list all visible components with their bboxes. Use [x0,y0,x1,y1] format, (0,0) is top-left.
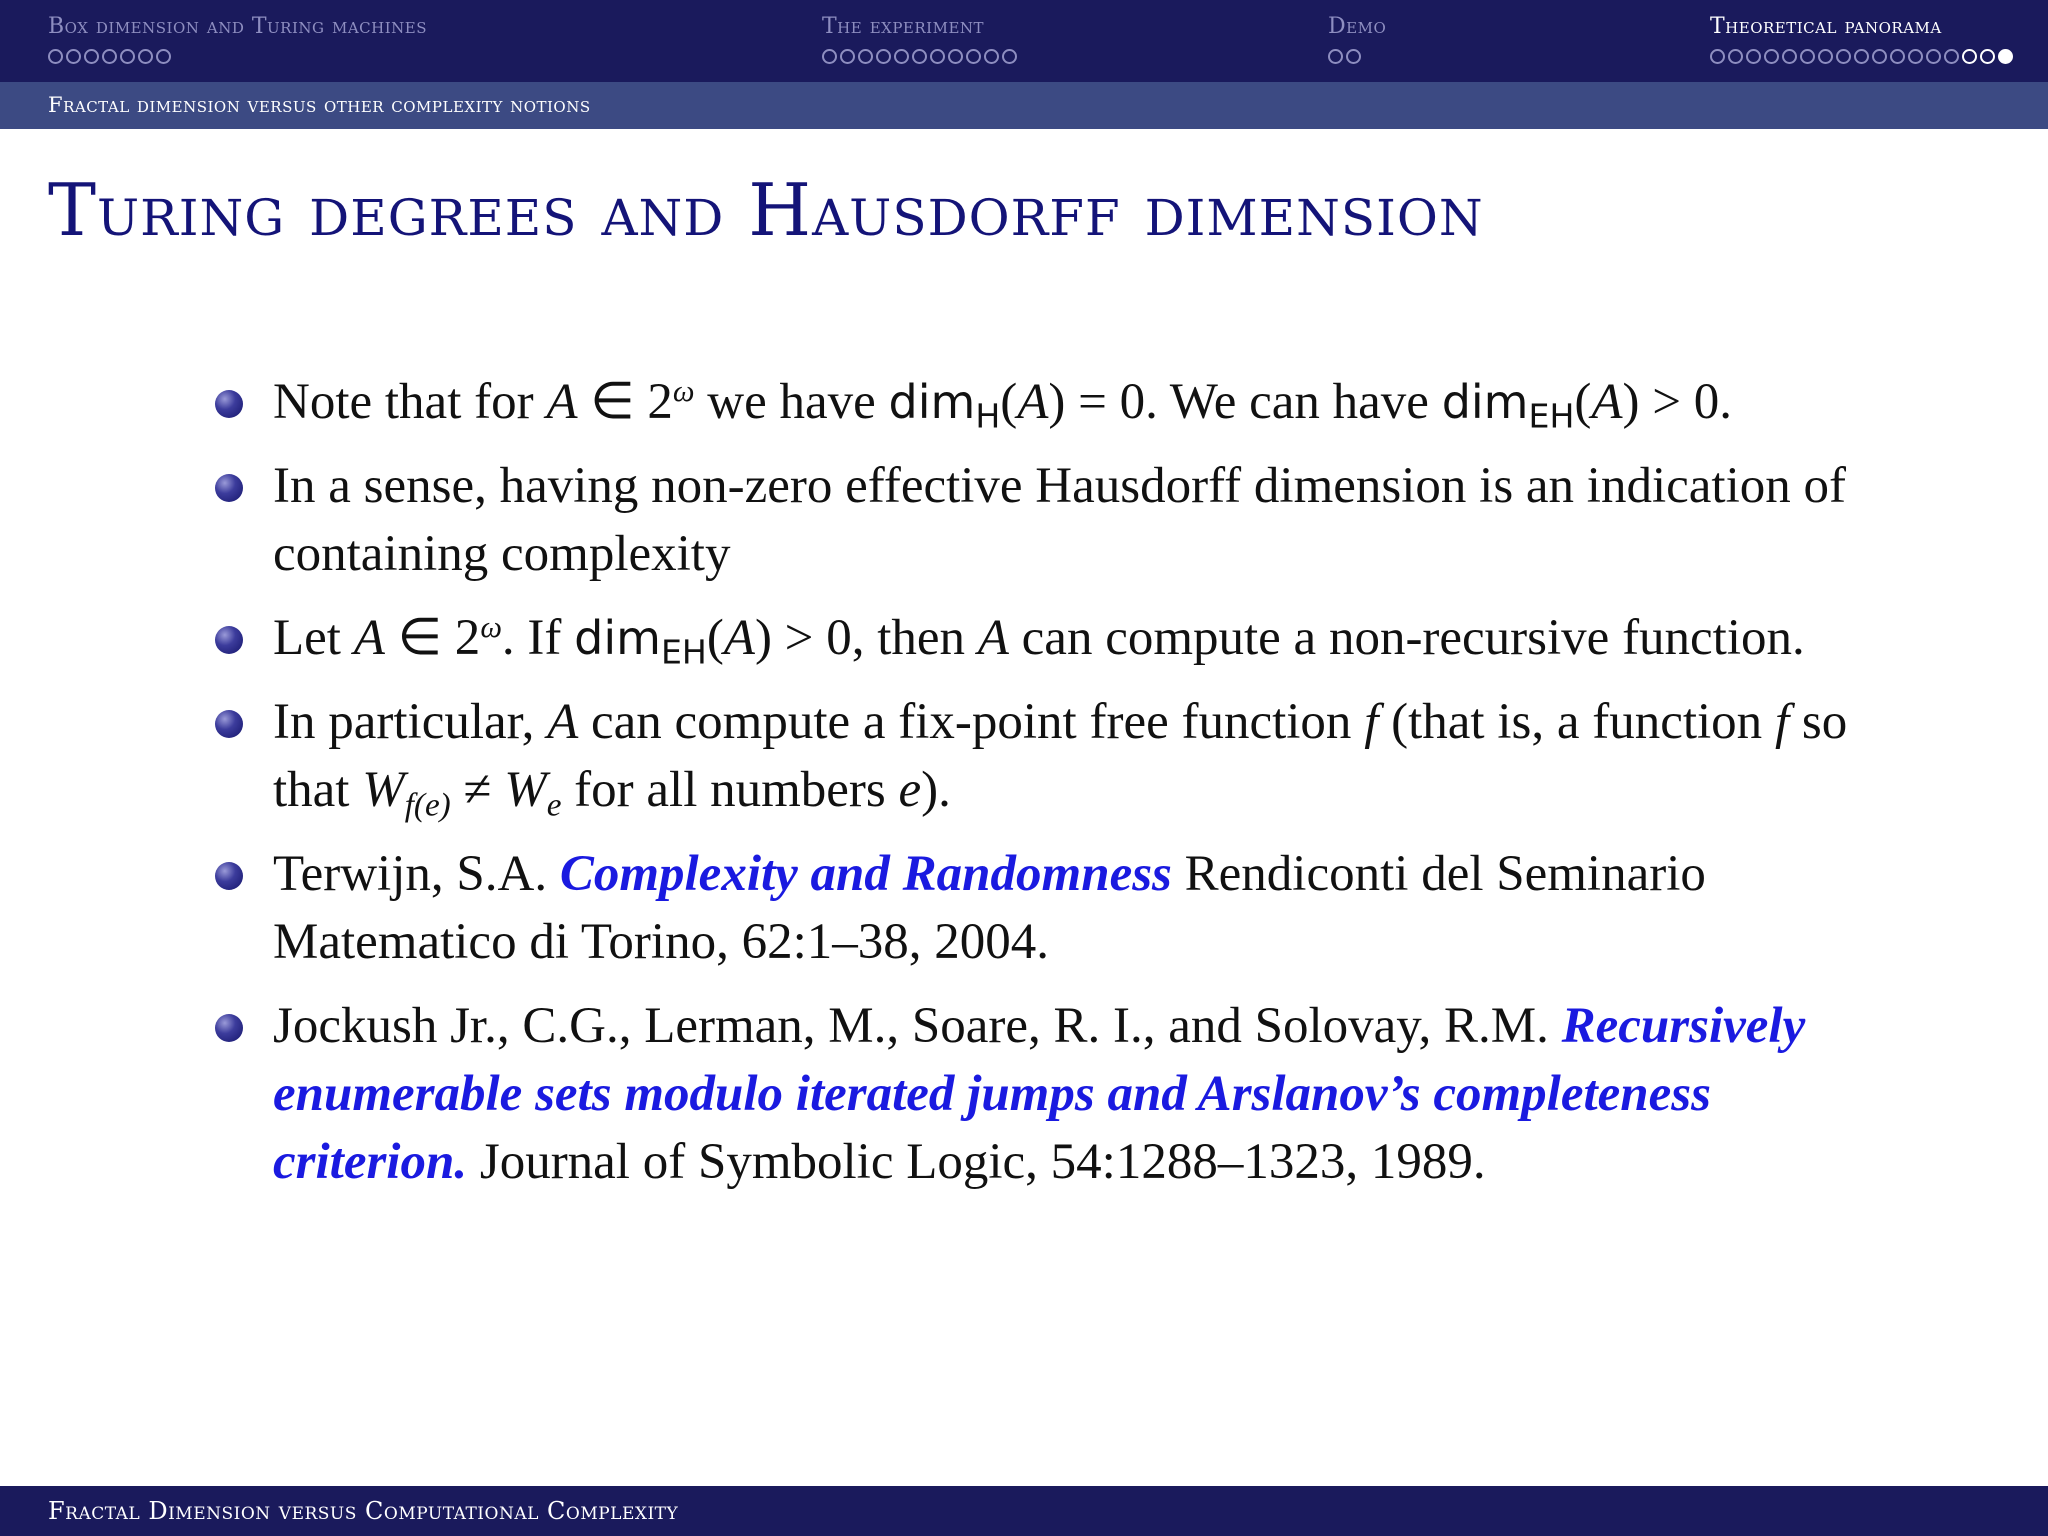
nav-dot[interactable] [1818,49,1833,64]
nav-dot[interactable] [1872,49,1887,64]
nav-dot[interactable] [1926,49,1941,64]
nav-dot[interactable] [1908,49,1923,64]
nav-dot[interactable] [1328,49,1343,64]
nav-dot[interactable] [894,49,909,64]
nav-dot[interactable] [120,49,135,64]
nav-dot[interactable] [1728,49,1743,64]
footer-title: Fractal Dimension versus Computational Complexity [48,1497,679,1525]
nav-dot[interactable] [930,49,945,64]
bullet-ball-icon [215,1014,243,1042]
nav-dot[interactable] [984,49,999,64]
nav-dot[interactable] [912,49,927,64]
bullet-item-reference-jockush: Jockush Jr., C.G., Lerman, M., Soare, R. I., and Solovay, R.M. Recursively enumerable sets modulo iterated jumps and Arslanov’s completeness criterion. Journal of Symbolic Logic, 54:1288–1323, 1989. [215,992,1875,1196]
nav-dot[interactable] [156,49,171,64]
footer-bar [0,1486,2048,1536]
nav-dot[interactable] [1854,49,1869,64]
nav-section-title[interactable]: Box dimension and Turing machines [48,14,428,39]
nav-section-experiment[interactable] [822,14,1020,69]
nav-section-demo[interactable] [1328,14,1386,69]
nav-dot[interactable] [48,49,63,64]
nav-dot[interactable] [858,49,873,64]
nav-dot[interactable] [102,49,117,64]
nav-section-title[interactable]: Theoretical panorama [1710,14,1942,39]
nav-dot[interactable] [876,49,891,64]
nav-dot[interactable] [1800,49,1815,64]
nav-section-dots [1710,49,2016,69]
nav-dot[interactable] [948,49,963,64]
bullet-ball-icon [215,390,243,418]
nav-dot[interactable] [1980,49,1995,64]
nav-dot[interactable] [1764,49,1779,64]
nav-dot[interactable] [822,49,837,64]
nav-section-title[interactable]: The experiment [822,14,985,39]
nav-dot[interactable] [1890,49,1905,64]
nav-dot-current[interactable] [1998,49,2013,64]
bullet-item: In particular, A can compute a fix-point free function f (that is, a function f so that $W_{f(e)} \ne W_e$ for all numbers e). [215,688,1875,824]
bullet-item-reference-terwijn: Terwijn, S.A. Complexity and Randomness Rendiconti del Seminario Matematico di Torino, 62:1–38, 2004. [215,840,1875,976]
nav-dot[interactable] [840,49,855,64]
bullet-list [215,368,1875,1212]
nav-dot[interactable] [1746,49,1761,64]
nav-section-box-dimension[interactable] [48,14,427,69]
bullet-item: In a sense, having non-zero effective Hausdorff dimension is an indication of containing complexity [215,452,1875,588]
nav-dot[interactable] [1002,49,1017,64]
nav-dot[interactable] [1710,49,1725,64]
nav-dot[interactable] [1944,49,1959,64]
nav-dot[interactable] [966,49,981,64]
subsection-bar [0,82,2048,129]
nav-dot[interactable] [66,49,81,64]
bullet-item: Note that for A ∈ $2^\omega$ we have dim$_H$(A) = 0. We can have dim$_{EH}$(A) > 0. [215,368,1875,436]
nav-section-theoretical-panorama[interactable] [1710,14,2016,69]
subsection-title: Fractal dimension versus other complexity notions [48,93,591,117]
bullet-item: Let A ∈ $2^\omega$. If dim$_{EH}$(A) > 0, then A can compute a non-recursive function. [215,604,1875,672]
nav-section-dots [1328,49,1386,69]
bullet-ball-icon [215,626,243,654]
slide-title: Turing degrees and Hausdorff dimension [48,168,1484,252]
nav-dot[interactable] [1836,49,1851,64]
nav-dot[interactable] [84,49,99,64]
nav-section-title[interactable]: Demo [1328,14,1387,39]
navigation-bar [0,0,2048,82]
bullet-ball-icon [215,474,243,502]
reference-link[interactable]: Complexity and Randomness [559,846,1172,902]
reference-link[interactable]: Recursively enumerable sets modulo iterated jumps and Arslanov’s completeness criterion. [273,998,1806,1190]
nav-dot[interactable] [1782,49,1797,64]
bullet-ball-icon [215,710,243,738]
nav-section-dots [822,49,1020,69]
nav-section-dots [48,49,427,69]
nav-dot[interactable] [1962,49,1977,64]
bullet-ball-icon [215,862,243,890]
nav-dot[interactable] [138,49,153,64]
nav-dot[interactable] [1346,49,1361,64]
